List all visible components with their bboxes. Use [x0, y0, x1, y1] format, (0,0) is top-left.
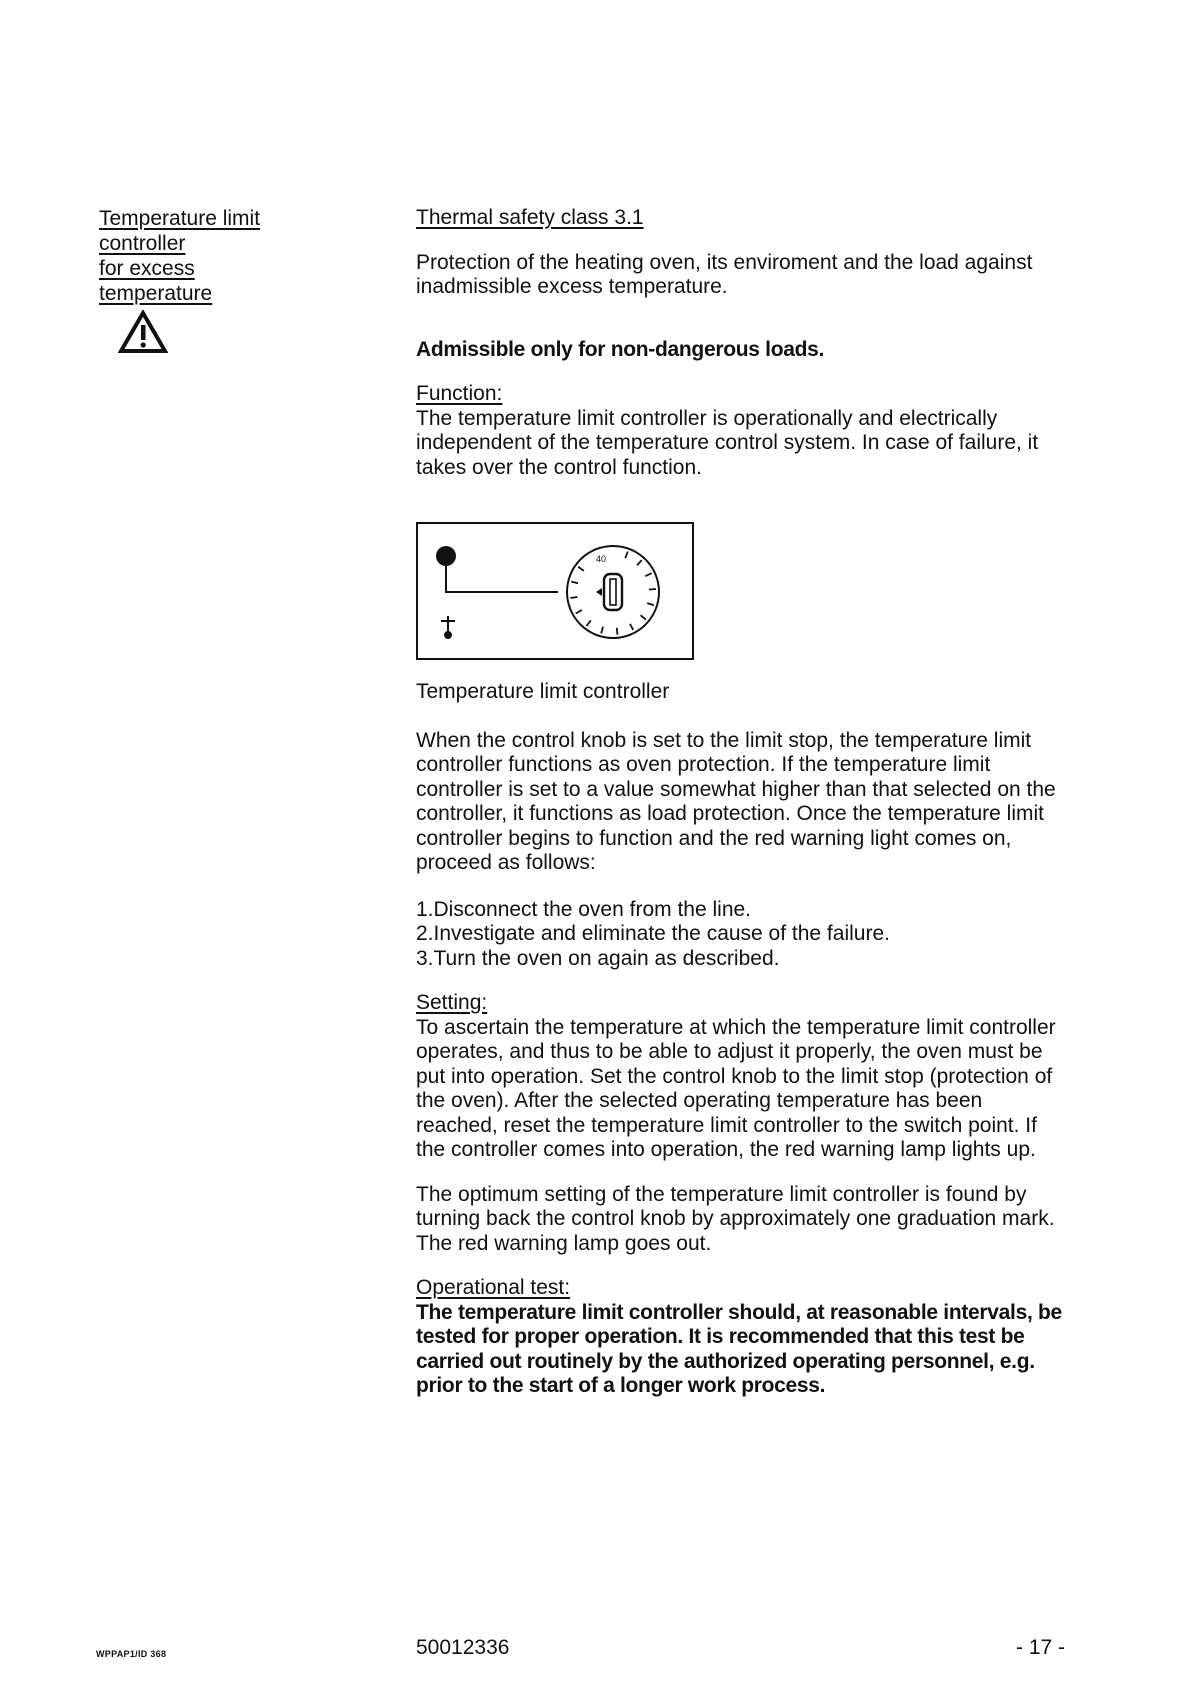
dial-tick: [587, 620, 591, 626]
function-text: The temperature limit controller is operationally and electrically independent of the temperature control system. In case of failure, it takes over the control function.: [416, 406, 1039, 479]
optimum-setting-text: The optimum setting of the temperature limit controller is found by turning back the control knob by approximately one graduation mark. The red warning lamp goes out.: [416, 1182, 1055, 1255]
sidebar: [99, 206, 319, 306]
figure-caption: Temperature limit controller: [416, 680, 670, 703]
warning-lamp-icon: [436, 546, 456, 566]
control-knob-dial: [567, 546, 659, 638]
step-2: 2.Investigate and eliminate the cause of the failure.: [416, 922, 890, 945]
dial-tick: [570, 597, 577, 598]
step-3: 3.Turn the oven on again as described.: [416, 946, 780, 970]
dial-tick: [617, 628, 618, 635]
admissible-note: Admissible only for non-dangerous loads.: [416, 337, 825, 361]
sidebar-title-line: temperature: [99, 282, 213, 305]
dial-tick: [637, 560, 642, 565]
main-content: [416, 206, 1066, 1399]
dial-scale-label: 40: [596, 554, 607, 564]
dial-tick: [641, 615, 646, 619]
sidebar-title: [99, 206, 319, 306]
thermometer-icon: [441, 616, 455, 638]
dial-tick: [578, 567, 584, 571]
dial-tick: [630, 624, 633, 630]
dial-tick: [647, 603, 654, 605]
controller-diagram: [416, 522, 694, 660]
operational-test-heading: Operational test:: [416, 1276, 571, 1299]
setting-text: To ascertain the temperature at which the temperature limit controller operates, and thus to be able to adjust it properly, the oven must be put into operation. Set the control knob to the limit stop (protection of the oven). After the selected operating temperature has been reached, reset the temperature limit controller to the switch point. If the controller comes into operation, the red warning lamp lights up.: [416, 1015, 1056, 1161]
paragraph-oven-protection: When the control knob is set to the limit stop, the temperature limit controller functions as oven protection. If the temperature limit controller is set to a value somewhat higher than that selected on the controller, it functions as load protection. Once the temperature limit controller begins to function and the red warning light comes on, proceed as follows:: [416, 728, 1056, 874]
page-number: - 17 -: [1016, 1636, 1066, 1659]
section-heading: Thermal safety class 3.1: [416, 206, 644, 229]
connection-wire: [446, 566, 558, 592]
step-1: 1.Disconnect the oven from the line.: [416, 897, 752, 921]
warning-triangle-icon: [118, 310, 168, 354]
footer-doc-code: WPPAP1/ID 368: [96, 1649, 167, 1659]
dial-tick: [625, 552, 627, 559]
dial-tick: [571, 582, 578, 584]
function-heading: Function:: [416, 382, 503, 405]
intro-text: Protection of the heating oven, its enviroment and the load against inadmissible excess temperature.: [416, 250, 1033, 298]
sidebar-title-line: Temperature limit: [99, 207, 261, 230]
sidebar-title-line: controller: [99, 232, 186, 255]
footer-doc-number: 50012336: [416, 1636, 510, 1659]
dial-tick: [576, 610, 582, 614]
sidebar-title-line: for excess: [99, 257, 195, 280]
dial-tick: [601, 627, 603, 634]
dial-tick: [645, 573, 651, 576]
operational-test-text: The temperature limit controller should, at reasonable intervals, be tested for proper operation. It is recommended that this test be carried out routinely by the authorized operating personnel, e.g. prior to the start of a longer work process.: [416, 1300, 1062, 1397]
setting-heading: Setting:: [416, 991, 488, 1014]
